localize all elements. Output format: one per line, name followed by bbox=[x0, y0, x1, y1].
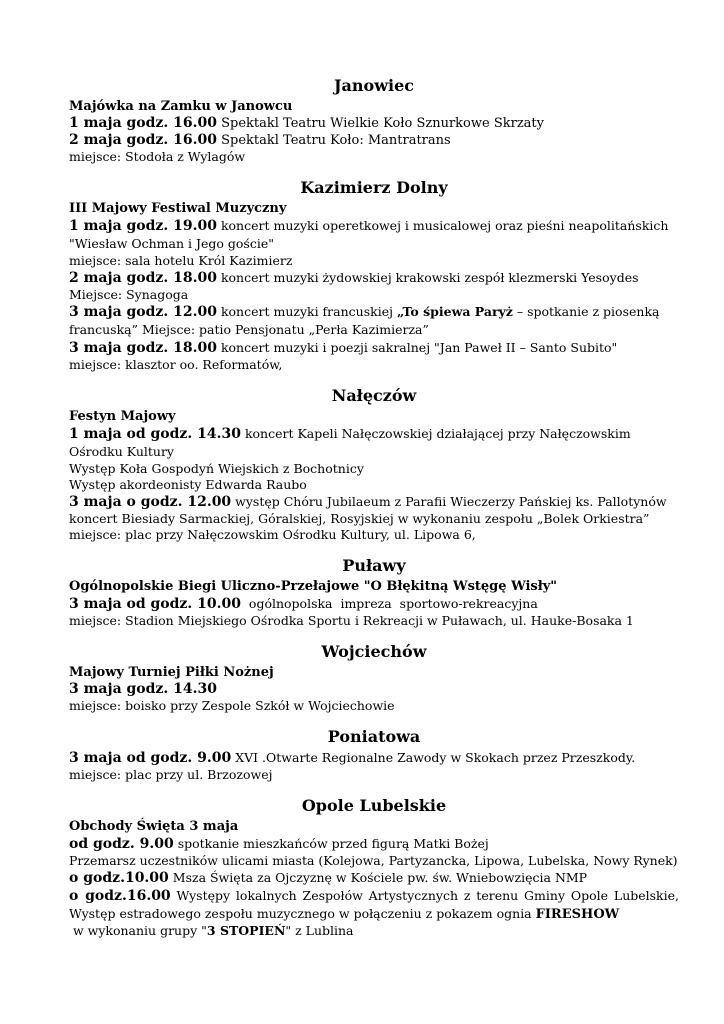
event-desc: koncert muzyki i poezji sakralnej "Jan Paweł II – Santo Subito" bbox=[216, 340, 618, 355]
event-detail bbox=[69, 923, 679, 939]
event-date: o godz.10.00 bbox=[69, 870, 169, 886]
section-opole-lubelskie bbox=[69, 796, 679, 939]
group-name: 3 STOPIEŃ bbox=[206, 923, 286, 938]
event-subtitle: Majówka na Zamku w Janowcu bbox=[69, 99, 293, 114]
event-date: 3 maja godz. 18.00 bbox=[69, 340, 217, 356]
event-detail: Występ akordeonisty Edwarda Raubo bbox=[69, 477, 307, 492]
event-line bbox=[69, 425, 679, 461]
event-place: miejsce: klasztor oo. Reformatów, bbox=[69, 357, 283, 372]
event-line bbox=[69, 595, 679, 613]
event-line bbox=[69, 115, 679, 132]
event-subtitle: Majowy Turniej Piłki Nożnej bbox=[69, 665, 274, 680]
event-line bbox=[69, 835, 679, 853]
event-subtitle: Ogólnopolskie Biegi Uliczno-Przełajowe "O Błękitną Wstęgę Wisły" bbox=[69, 579, 558, 594]
town-title: Wojciechów bbox=[321, 642, 427, 661]
fireshow-label: FIRESHOW bbox=[535, 907, 620, 922]
town-title: Nałęczów bbox=[331, 386, 417, 405]
event-detail: koncert Biesiady Sarmackiej, Góralskiej, Rosyjskiej w wykonaniu zespołu „Bolek Orkiestra” bbox=[69, 511, 650, 526]
event-desc: XVI .Otwarte Regionalne Zawody w Skokach przez Przeszkody. bbox=[231, 750, 636, 765]
event-desc: koncert muzyki francuskiej bbox=[216, 304, 397, 319]
event-desc: ogólnopolska impreza sportowo-rekreacyjna bbox=[240, 596, 538, 611]
event-date: o godz.16.00 bbox=[69, 888, 171, 904]
town-title: Opole Lubelskie bbox=[301, 796, 447, 815]
event-desc: – spotkanie z piosenką francuską” Miejsce: patio Pensjonatu „Perła Kazimierza” bbox=[69, 304, 660, 337]
event-line bbox=[69, 493, 679, 511]
event-line bbox=[69, 269, 679, 287]
event-place: miejsce: plac przy ul. Brzozowej bbox=[69, 767, 273, 782]
event-date: 3 maja o godz. 12.00 bbox=[69, 494, 232, 510]
event-line bbox=[69, 339, 679, 357]
event-date: 2 maja godz. 16.00 bbox=[69, 132, 217, 148]
event-desc: koncert Kapeli Nałęczowskiej działającej przy Nałęczowskim Ośrodku Kultury bbox=[69, 426, 631, 459]
event-line bbox=[69, 132, 679, 149]
event-line bbox=[69, 681, 679, 698]
event-desc: koncert muzyki operetkowej i musicalowej oraz pieśni neapolitańskich "Wiesław Ochman i Jego goście" bbox=[69, 218, 669, 251]
event-subtitle: Festyn Majowy bbox=[69, 409, 176, 424]
event-detail-text: " z Lublina bbox=[285, 923, 354, 938]
event-date: 3 maja godz. 14.30 bbox=[69, 681, 217, 697]
section-poniatowa bbox=[69, 727, 679, 783]
event-detail: Występ Koła Gospodyń Wiejskich z Bochotnicy bbox=[69, 461, 364, 476]
section-kazimierz-dolny bbox=[69, 178, 679, 373]
event-date: 3 maja od godz. 10.00 bbox=[69, 596, 241, 612]
section-wojciechow bbox=[69, 642, 679, 714]
event-subtitle: III Majowy Festiwal Muzyczny bbox=[69, 201, 287, 216]
event-date: 2 maja godz. 18.00 bbox=[69, 270, 217, 286]
event-date: od godz. 9.00 bbox=[69, 836, 174, 852]
town-title: Janowiec bbox=[333, 76, 414, 95]
event-place: miejsce: plac przy Nałęczowskim Ośrodku Kultury, ul. Lipowa 6, bbox=[69, 527, 476, 542]
town-title: Puławy bbox=[342, 556, 406, 575]
event-date: 1 maja godz. 19.00 bbox=[69, 218, 217, 234]
event-line bbox=[69, 303, 679, 339]
event-detail: Przemarsz uczestników ulicami miasta (Kolejowa, Partyzancka, Lipowa, Lubelska, Nowy Rynek) bbox=[69, 853, 678, 868]
event-date: 3 maja od godz. 9.00 bbox=[69, 750, 232, 766]
document-page bbox=[69, 76, 679, 952]
event-date: 1 maja godz. 16.00 bbox=[69, 115, 217, 131]
event-desc: Występy lokalnych Zespołów Artystycznych z terenu Gminy Opole Lubelskie, Występ estradowego zespołu muzycznego w połączeniu z pokazem ogn bbox=[69, 888, 679, 921]
event-place: miejsce: Stodoła z Wylagów bbox=[69, 149, 246, 164]
event-line bbox=[69, 869, 679, 887]
section-naleczow bbox=[69, 386, 679, 543]
event-line bbox=[69, 749, 679, 767]
event-place: miejsce: boisko przy Zespole Szkół w Wojciechowie bbox=[69, 698, 395, 713]
town-title: Poniatowa bbox=[327, 727, 421, 746]
event-place: miejsce: sala hotelu Król Kazimierz bbox=[69, 253, 293, 268]
event-place: Miejsce: Synagoga bbox=[69, 287, 189, 302]
event-line bbox=[69, 887, 679, 923]
event-detail-text: w wykonaniu grupy " bbox=[69, 923, 207, 938]
event-desc-end: ia bbox=[520, 906, 536, 921]
event-date: 3 maja godz. 12.00 bbox=[69, 304, 217, 320]
town-title: Kazimierz Dolny bbox=[300, 178, 448, 197]
event-date: 1 maja od godz. 14.30 bbox=[69, 426, 241, 442]
event-desc: Spektakl Teatru Koło: Mantratrans bbox=[216, 133, 451, 148]
section-pulawy bbox=[69, 556, 679, 629]
event-line bbox=[69, 217, 679, 253]
event-subtitle: Obchody Święta 3 maja bbox=[69, 819, 239, 834]
event-desc: koncert muzyki żydowskiej krakowski zespół klezmerski Yesoydes bbox=[216, 270, 639, 285]
event-quote: „To śpiewa Paryż bbox=[396, 304, 513, 319]
event-desc: Msza Święta za Ojczyznę w Kościele pw. św. Wniebowzięcia NMP bbox=[168, 870, 588, 885]
event-desc: spotkanie mieszkańców przed figurą Matki Bożej bbox=[173, 836, 489, 851]
event-desc: Spektakl Teatru Wielkie Koło Sznurkowe Skrzaty bbox=[216, 116, 544, 131]
section-janowiec bbox=[69, 76, 679, 165]
event-desc: występ Chóru Jubilaeum z Parafii Wieczerzy Pańskiej ks. Pallotynów bbox=[231, 494, 667, 509]
event-place: miejsce: Stadion Miejskiego Ośrodka Sportu i Rekreacji w Puławach, ul. Hauke-Bosaka 1 bbox=[69, 613, 634, 628]
